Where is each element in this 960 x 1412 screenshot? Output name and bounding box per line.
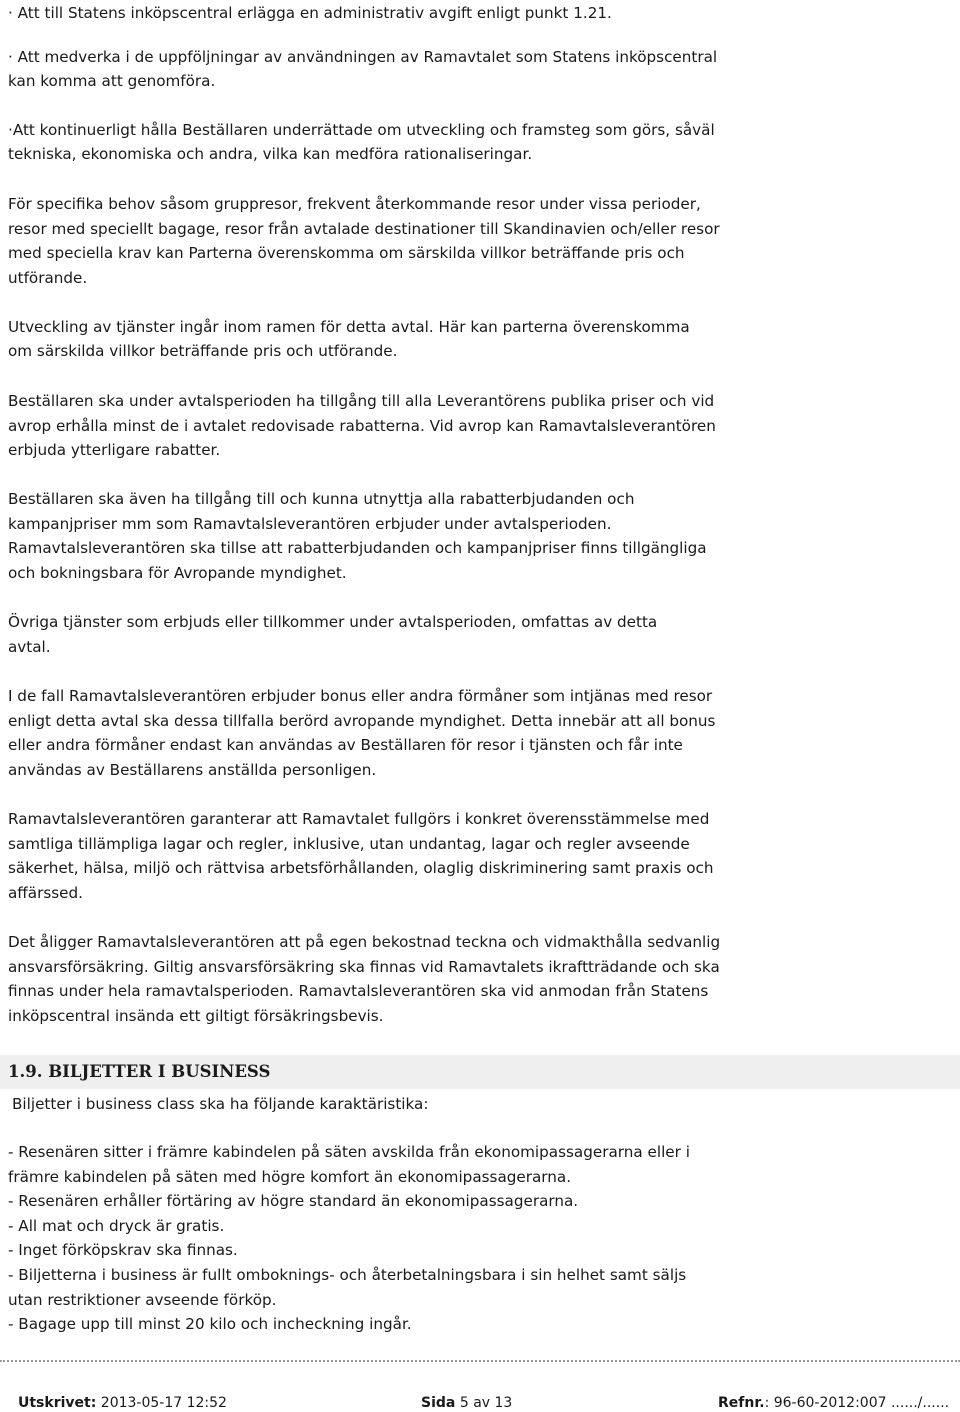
footer-page-total: 13 [494, 1395, 513, 1411]
list-item-line: - Bagage upp till minst 20 kilo och incheckning ingår. [8, 1315, 412, 1333]
paragraph-line: användas av Beställarens anställda personligen. [8, 761, 377, 779]
paragraph-line: ·Att kontinuerligt hålla Beställaren underrättade om utveckling och framsteg som görs, såväl [8, 121, 715, 139]
paragraph-line: Ramavtalsleverantören ska tillse att rabatterbjudanden och kampanjpriser finns tillgängliga [8, 539, 707, 557]
paragraph-line: avrop erhålla minst de i avtalet redovisade rabatterna. Vid avrop kan Ramavtalsleverantören [8, 417, 716, 435]
paragraph-line: resor med speciellt bagage, resor från avtalade destinationer till Skandinavien och/eller resor [8, 220, 720, 238]
paragraph-line: Övriga tjänster som erbjuds eller tillkommer under avtalsperioden, omfattas av detta [8, 613, 658, 631]
footer-reference [718, 1394, 949, 1412]
section-intro: Biljetter i business class ska ha följande karaktäristika: [12, 1095, 429, 1113]
paragraph-line: kampanjpriser mm som Ramavtalsleverantören erbjuder under avtalsperioden. [8, 515, 612, 533]
paragraph-line: · Att medverka i de uppföljningar av användningen av Ramavtalet som Statens inköpscentral [8, 48, 718, 66]
paragraph-line: För specifika behov såsom gruppresor, frekvent återkommande resor under vissa perioder, [8, 195, 701, 213]
paragraph-line: och bokningsbara för Avropande myndighet. [8, 564, 347, 582]
paragraph-line: avtal. [8, 638, 51, 656]
paragraph-line: samtliga tillämpliga lagar och regler, inklusive, utan undantag, lagar och regler avseende [8, 835, 690, 853]
paragraph-line: med speciella krav kan Parterna överenskomma om särskilda villkor beträffande pris och [8, 244, 685, 262]
paragraph-line: · Att till Statens inköpscentral erlägga en administrativ avgift enligt punkt 1.21. [8, 4, 612, 22]
paragraph-line: säkerhet, hälsa, miljö och rättvisa arbetsförhållanden, olaglig diskriminering samt praxis och [8, 859, 714, 877]
paragraph-line: I de fall Ramavtalsleverantören erbjuder bonus eller andra förmåner som intjänas med resor [8, 687, 713, 705]
paragraph-line: inköpscentral insända ett giltigt försäkringsbevis. [8, 1007, 384, 1025]
footer-ref-label: Refnr. [718, 1395, 765, 1411]
paragraph-line: ansvarsförsäkring. Giltig ansvarsförsäkring ska finnas vid Ramavtalets ikraftträdande och ska [8, 958, 720, 976]
paragraph-line: Utveckling av tjänster ingår inom ramen för detta avtal. Här kan parterna överenskomma [8, 318, 690, 336]
footer-page-number [421, 1394, 512, 1412]
paragraph-line: finnas under hela ramavtalsperioden. Ramavtalsleverantören ska vid anmodan från Statens [8, 982, 709, 1000]
list-item-line: - All mat och dryck är gratis. [8, 1217, 225, 1235]
paragraph-line: affärssed. [8, 884, 83, 902]
footer-printed-value: 2013-05-17 12:52 [100, 1395, 227, 1411]
footer-printed-label: Utskrivet: [18, 1395, 97, 1411]
footer-page-current: 5 [459, 1395, 469, 1411]
paragraph-line: tekniska, ekonomiska och andra, vilka kan medföra rationaliseringar. [8, 145, 533, 163]
list-item-line: - Resenären sitter i främre kabindelen på säten avskilda från ekonomipassagerarna eller i [8, 1143, 690, 1161]
paragraph-line: utförande. [8, 269, 88, 287]
paragraph-line: om särskilda villkor beträffande pris och utförande. [8, 342, 398, 360]
section-title: 1.9. BILJETTER I BUSINESS [8, 1062, 271, 1081]
list-item-line: - Biljetterna i business är fullt omboknings- och återbetalningsbara i sin helhet samt säljs [8, 1266, 687, 1284]
paragraph-line: enligt detta avtal ska dessa tillfalla berörd avropande myndighet. Detta innebär att all bonus [8, 712, 716, 730]
paragraph-line: Beställaren ska även ha tillgång till och kunna utnyttja alla rabatterbjudanden och [8, 490, 635, 508]
paragraph-line: erbjuda ytterligare rabatter. [8, 441, 221, 459]
paragraph-line: Ramavtalsleverantören garanterar att Ramavtalet fullgörs i konkret överensstämmelse med [8, 810, 710, 828]
footer-divider [0, 1360, 960, 1362]
paragraph-line: eller andra förmåner endast kan användas av Beställaren för resor i tjänsten och får inte [8, 736, 683, 754]
list-item-line: utan restriktioner avseende förköp. [8, 1291, 277, 1309]
paragraph-line: kan komma att genomföra. [8, 72, 216, 90]
list-item-line: - Inget förköpskrav ska finnas. [8, 1241, 238, 1259]
list-item-line: främre kabindelen på säten med högre komfort än ekonomipassagerarna. [8, 1168, 572, 1186]
footer-page-label: Sida [421, 1395, 456, 1411]
footer-printed [18, 1394, 227, 1412]
paragraph-line: Det åligger Ramavtalsleverantören att på egen bekostnad teckna och vidmakthålla sedvanlig [8, 933, 721, 951]
footer-page-of: av [473, 1395, 491, 1411]
footer-ref-value: : 96-60-2012:007 ....../...... [764, 1395, 950, 1411]
paragraph-line: Beställaren ska under avtalsperioden ha tillgång till alla Leverantörens publika priser och vid [8, 392, 715, 410]
list-item-line: - Resenären erhåller förtäring av högre standard än ekonomipassagerarna. [8, 1192, 579, 1210]
